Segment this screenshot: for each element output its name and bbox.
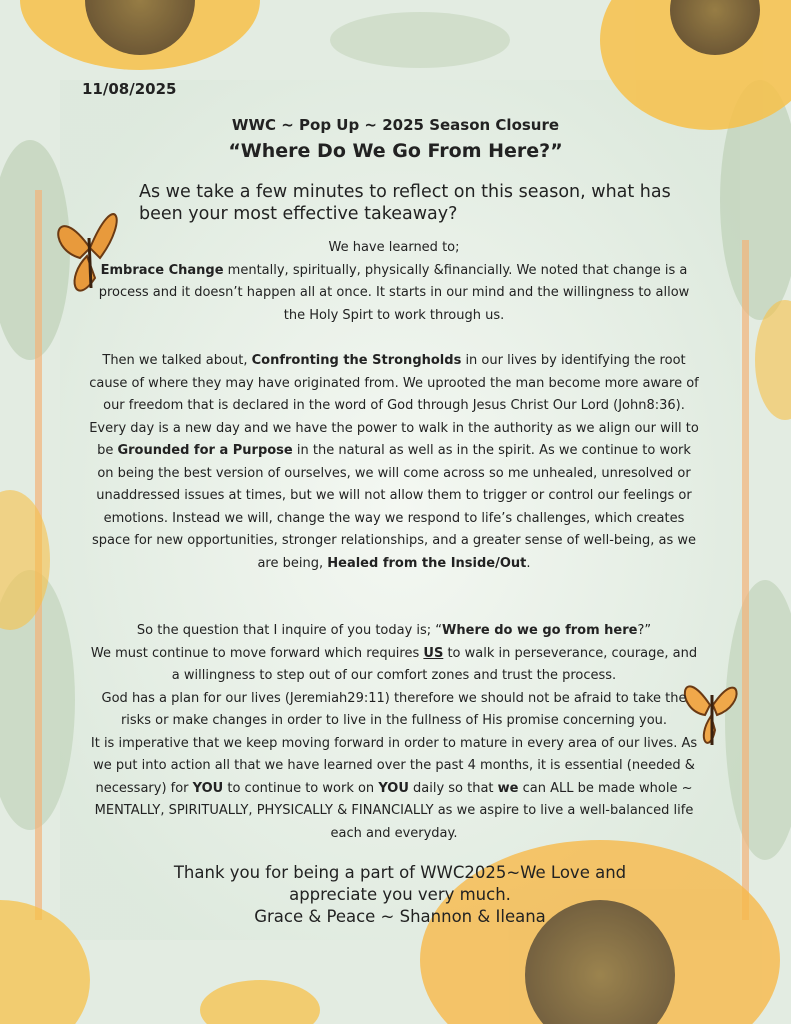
keyword: Confronting the Strongholds xyxy=(251,353,462,368)
keyword: YOU xyxy=(378,780,409,796)
keyword: Embrace Change xyxy=(100,262,224,278)
keyword: we xyxy=(497,780,519,796)
subtitle: “Where Do We Go From Here?” xyxy=(228,140,563,162)
paragraph-strongholds: Then we talked about, Confronting the Strongholds in our lives by identifying the root cause of where they may have originated from. We uprooted the man become more aware of our freedom that is declared in the word of God through Jesus Christ Our Lord (John8:36). Every day is a new day and we have the power to walk in the authority as we align our will to be Grounded for a Purpose in the natural as well as in the spirit. As we continue to work on being the best version of ourselves, we will come across so me unhealed, unresolved or unaddressed issues at times, but we will not allow them to trigger or control our feelings or emotions. Instead we will, change the way we respond to life’s challenges, which creates space for new opportunities, stronger relationships, and a greater sense of well-being, as we are being, Healed from the Inside/Out. xyxy=(89,353,699,571)
keyword: Where do we go from here xyxy=(442,623,638,638)
paragraph-embrace-change: We have learned to; Embrace Change mentally, spiritually, physically &financially. We noted that change is a process and it doesn’t happen all at once. It starts in our mind and the willingness to allow the Holy Spirt to work through us. xyxy=(88,237,700,327)
keyword: US xyxy=(423,645,444,661)
closing-message: Thank you for being a part of WWC2025~We Love and appreciate you very much. Grace & Peace ~ Shannon & Ileana xyxy=(150,862,650,928)
lead-line: We have learned to; xyxy=(328,240,460,255)
title: WWC ~ Pop Up ~ 2025 Season Closure xyxy=(231,116,560,134)
date: 11/08/2025 xyxy=(82,80,177,98)
keyword: Healed from the Inside/Out xyxy=(327,555,527,571)
intro-question: As we take a few minutes to reflect on this season, what has been your most effective takeaway? xyxy=(139,182,671,224)
paragraph-where-do-we-go: So the question that I inquire of you today is; “Where do we go from here?” We must continue to move forward which requires US to walk in perseverance, courage, and a willingness to step out of our comfort zones and trust the process. God has a plan for our lives (Jeremiah29:11) therefore we should not be afraid to take the risks or make changes in order to live in the fullness of His promise concerning you. It is imperative that we keep moving forward in order to mature in every area of our lives. As we put into action all that we have learned over the past 4 months, it is essential (needed & necessary) for YOU to continue to work on YOU daily so that we can ALL be made whole ~ MENTALLY, SPIRITUALLY, PHYSICALLY & FINANCIALLY as we aspire to live a well-balanced life each and everyday. xyxy=(90,623,698,841)
keyword: Grounded for a Purpose xyxy=(117,443,293,458)
keyword: YOU xyxy=(192,780,224,796)
signature: Grace & Peace ~ Shannon & Ileana xyxy=(254,907,546,926)
